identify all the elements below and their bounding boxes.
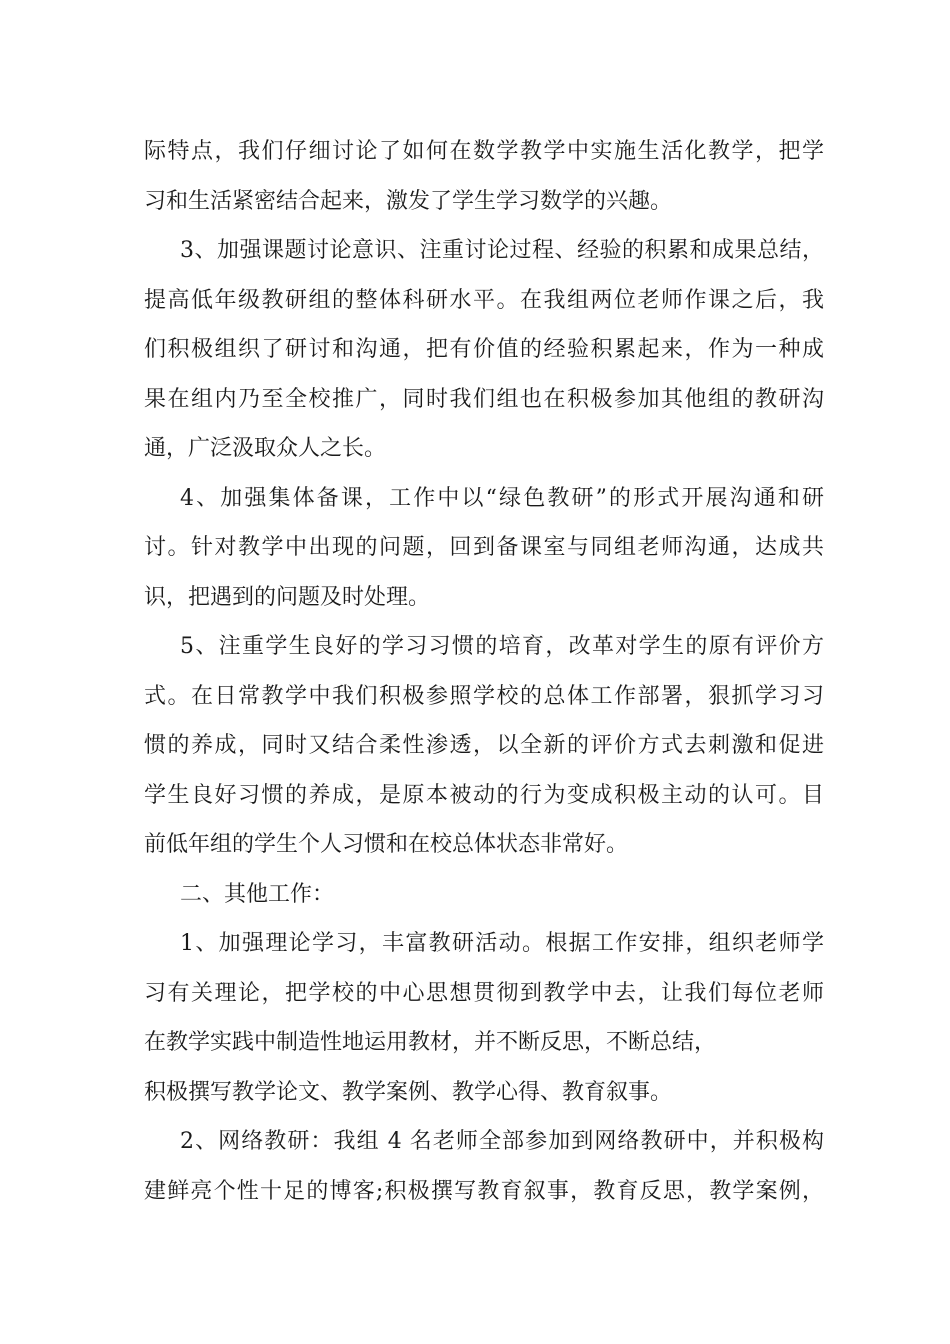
text-line: 们积极组织了研讨和沟通，把有价值的经验积累起来，作为一种成 <box>144 337 824 362</box>
text-line: 5、注重学生良好的学习习惯的培育，改革对学生的原有评价方 <box>180 634 824 659</box>
text-line: 建鲜亮个性十足的博客;积极撰写教育叙事，教育反思，教学案例， <box>144 1178 824 1204</box>
text-line: 式。在日常教学中我们积极参照学校的总体工作部署，狠抓学习习 <box>144 683 824 709</box>
text-line: 讨。针对教学中出现的问题，回到备课室与同组老师沟通，达成共 <box>144 535 824 560</box>
text-line: 提高低年级教研组的整体科研水平。在我组两位老师作课之后，我 <box>144 287 824 313</box>
text-line: 果在组内乃至全校推广，同时我们组也在积极参加其他组的教研沟 <box>144 386 824 412</box>
text-line: 积极撰写教学论文、教学案例、教学心得、教育叙事。 <box>144 1079 673 1105</box>
text-line: 通，广泛汲取众人之长。 <box>144 436 387 461</box>
document-body <box>144 127 824 1216</box>
text-line: 4、加强集体备课，工作中以“绿色教研”的形式开展沟通和研 <box>180 485 824 511</box>
text-line: 识，把遇到的问题及时处理。 <box>144 584 431 610</box>
text-line: 习有关理论，把学校的中心思想贯彻到教学中去，让我们每位老师 <box>144 980 824 1006</box>
text-line: 2、网络教研：我组 4 名老师全部参加到网络教研中，并积极构 <box>180 1129 824 1154</box>
text-line: 习和生活紧密结合起来，激发了学生学习数学的兴趣。 <box>144 188 673 214</box>
text-line: 3、加强课题讨论意识、注重讨论过程、经验的积累和成果总结， <box>180 238 824 263</box>
text-line: 前低年组的学生个人习惯和在校总体状态非常好。 <box>144 832 629 857</box>
text-line: 际特点，我们仔细讨论了如何在数学教学中实施生活化教学，把学 <box>144 139 824 164</box>
text-line: 惯的养成，同时又结合柔性渗透，以全新的评价方式去刺激和促进 <box>144 733 824 758</box>
text-line: 在教学实践中制造性地运用教材，并不断反思，不断总结， <box>144 1030 717 1055</box>
text-line: 1、加强理论学习，丰富教研活动。根据工作安排，组织老师学 <box>180 931 824 956</box>
text-line: 二、其他工作： <box>180 881 335 907</box>
text-line: 学生良好习惯的养成，是原本被动的行为变成积极主动的认可。目 <box>144 782 824 808</box>
